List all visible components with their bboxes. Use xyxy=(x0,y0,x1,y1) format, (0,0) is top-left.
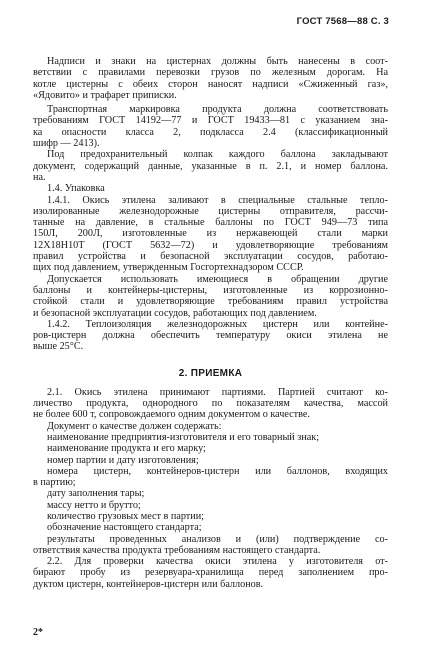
text-line: 2.2. Для проверки качества окиси этилена у изготовителя от- xyxy=(47,556,388,568)
text-line: правил устройства и безопасной эксплуатации сосудов, работаю- xyxy=(33,251,388,263)
text-line: Под предохранительный колпак каждого баллона закладывают xyxy=(47,149,388,161)
document-body xyxy=(33,56,388,590)
text-line: Документ о качестве должен содержать: xyxy=(47,420,222,432)
text-line: Надписи и знаки на цистернах должны быть нанесены в соот- xyxy=(47,56,388,67)
text-line: наименование предприятия-изготовителя и его товарный знак; xyxy=(47,431,320,443)
text-line: 1.4. Упаковка xyxy=(47,183,105,195)
text-line: обозначение настоящего стандарта; xyxy=(47,522,202,534)
text-line: 150Л, 200Л, изготовленные из нержавеющей стали марки xyxy=(33,228,388,240)
text-line: дату заполнения тары; xyxy=(47,488,145,500)
page-footer-mark: 2* xyxy=(33,627,43,638)
text-line: выше 25°С. xyxy=(33,341,84,353)
text-line: шифр — 2413). xyxy=(33,138,100,150)
text-line: номера цистерн, контейнеров-цистерн или баллонов, входящих xyxy=(47,465,388,477)
text-line: номер партии и дату изготовления; xyxy=(47,454,199,466)
text-line: дуктом цистерн, контейнеров-цистерн или баллонов. xyxy=(33,578,264,590)
section-title: 2. ПРИЕМКА xyxy=(178,367,243,379)
text-line: танные на давление, в стальные баллоны по ГОСТ 949—73 типа xyxy=(33,217,388,229)
text-line: массу нетто и брутто; xyxy=(47,499,141,511)
text-line: 1.4.2. Теплоизоляция железнодорожных цистерн или контейне- xyxy=(47,318,388,330)
text-line: ка опасности класса 2, подкласса 2.4 (классификационный xyxy=(33,126,388,138)
text-line: Допускается использовать имеющиеся в обращении другие xyxy=(47,273,388,285)
text-line: щих под давлением, утвержденным Госгортехнадзором СССР. xyxy=(33,262,304,274)
text-line: изолированные железнодорожные цистерны отправителя, рассчи- xyxy=(33,205,388,217)
text-line: на. xyxy=(33,171,46,183)
text-line: не более 600 т, сопровождаемого одним документом о качестве. xyxy=(33,409,310,421)
text-line: документ, содержащий данные, указанные в п. 2.1, и номер баллона. xyxy=(33,160,388,172)
text-line: 2.1. Окись этилена принимают партиями. Партией считают ко- xyxy=(47,386,388,398)
text-line: 12Х18Н10Т (ГОСТ 5632—72) и удовлетворяющие требованиям xyxy=(33,239,388,251)
text-line: стойкой стали и удовлетворяющие требованиям правил устройства xyxy=(33,296,388,308)
text-line: бирают пробу из резервуара-хранилища перед заполнением про- xyxy=(33,567,388,579)
page-header: ГОСТ 7568—88 С. 3 xyxy=(296,16,389,27)
text-line: котле цистерны с обеих сторон наносят надписи «Сжиженный газ», xyxy=(33,78,388,90)
text-line: и безопасной эксплуатации сосудов, работающих под давлением. xyxy=(33,307,317,319)
text-line: наименование продукта и его марку; xyxy=(47,443,206,455)
text-line: количество грузовых мест в партии; xyxy=(47,510,204,522)
text-line: ров-цистерн должна обеспечить температуру окиси этилена не xyxy=(33,330,388,342)
text-line: ветствии с правилами перевозки грузов по железным дорогам. На xyxy=(33,67,388,79)
text-line: баллоны и контейнеры-цистерны, изготовленные из коррозионно- xyxy=(33,284,388,296)
text-line: ответствия качества продукта требованиям настоящего стандарта. xyxy=(33,544,321,556)
text-line: результаты проведенных анализов и (или) подтверждение со- xyxy=(47,533,388,545)
text-line: в партию; xyxy=(33,477,76,489)
text-line: 1.4.1. Окись этилена заливают в специальные стальные тепло- xyxy=(47,194,388,206)
text-line: «Ядовито» и трафарет приписки. xyxy=(33,89,177,101)
text-line: Транспортная маркировка продукта должна соответствовать xyxy=(47,104,388,116)
text-line: требованиям ГОСТ 14192—77 и ГОСТ 19433—81 с указанием зна- xyxy=(33,115,388,127)
text-line: личество продукта, однородного по показателям качества, массой xyxy=(33,398,388,410)
